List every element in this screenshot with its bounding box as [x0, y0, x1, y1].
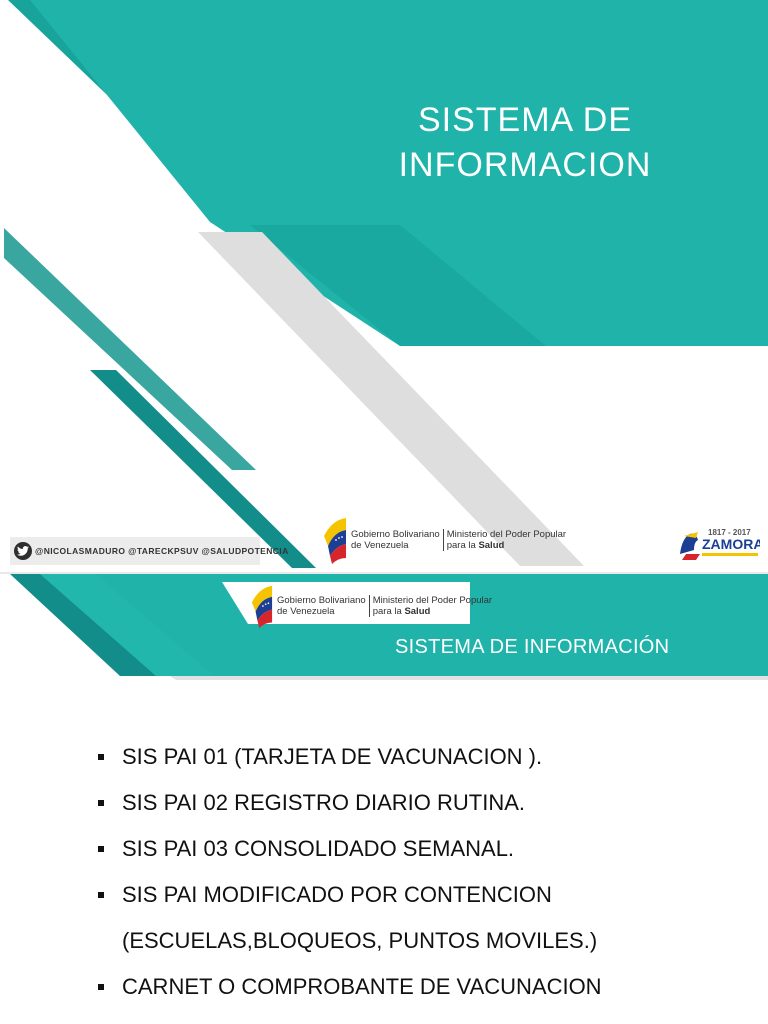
ministry-line2-bold: Salud: [478, 540, 505, 551]
venezuela-flag-icon: [322, 516, 348, 564]
list-item-text: SIS PAI 01 (TARJETA DE VACUNACION ).: [122, 744, 543, 769]
list-item-text: (ESCUELAS,BLOQUEOS, PUNTOS MOVILES.): [122, 928, 598, 953]
list-item: [96, 872, 602, 918]
list-item-text: SIS PAI 02 REGISTRO DIARIO RUTINA.: [122, 790, 526, 815]
list-item: [96, 780, 602, 826]
list-item-text: SIS PAI 03 CONSOLIDADO SEMANAL.: [122, 836, 515, 861]
bullet-icon: [98, 800, 104, 806]
list-item-text: CARNET O COMPROBANTE DE VACUNACION: [122, 974, 602, 999]
twitter-icon: [14, 542, 32, 560]
social-handles-bar: [10, 537, 289, 565]
gov-line1: Gobierno Bolivariano: [351, 529, 440, 540]
zamora-name: ZAMORA: [702, 536, 760, 552]
social-handles-text: @NICOLASMADURO @TARECKPSUV @SALUDPOTENCIA: [35, 546, 289, 556]
list-item-continuation: [96, 918, 602, 964]
list-item: [96, 826, 602, 872]
content-slide: [0, 574, 768, 1024]
gov-name: [351, 529, 444, 551]
gov-line2: de Venezuela: [277, 606, 335, 617]
ministry-name: [444, 529, 566, 551]
ministry-line1: Ministerio del Poder Popular: [446, 529, 567, 540]
gov-name: [277, 595, 370, 617]
list-item-text: SIS PAI MODIFICADO POR CONTENCION: [122, 882, 552, 907]
ministry-line2-prefix: para la: [446, 540, 476, 551]
bullet-icon: [98, 846, 104, 852]
bullet-list: [96, 734, 602, 1010]
teal-diagonal-left: [4, 228, 256, 470]
gov-line2: de Venezuela: [351, 540, 409, 551]
bullet-icon: [98, 984, 104, 990]
header-bottom-line: [170, 676, 768, 680]
venezuela-flag-icon: [250, 584, 274, 628]
list-item: [96, 734, 602, 780]
ministry-line2-prefix: para la: [372, 606, 402, 617]
ministry-line1: Ministerio del Poder Popular: [372, 595, 493, 606]
ministry-line2-bold: Salud: [404, 606, 431, 617]
section-title: SISTEMA DE INFORMACIÓN: [395, 636, 670, 658]
slide-title: SISTEMA DE INFORMACION: [398, 101, 652, 184]
government-logo: [250, 584, 492, 628]
bullet-icon: [98, 754, 104, 760]
list-item: [96, 964, 602, 1010]
zamora-years: 1817 - 2017: [708, 528, 751, 537]
ministry-name: [370, 595, 492, 617]
bullet-icon: [98, 892, 104, 898]
zamora-logo: [676, 524, 760, 562]
government-logo: [322, 516, 566, 564]
gov-line1: Gobierno Bolivariano: [277, 595, 366, 606]
